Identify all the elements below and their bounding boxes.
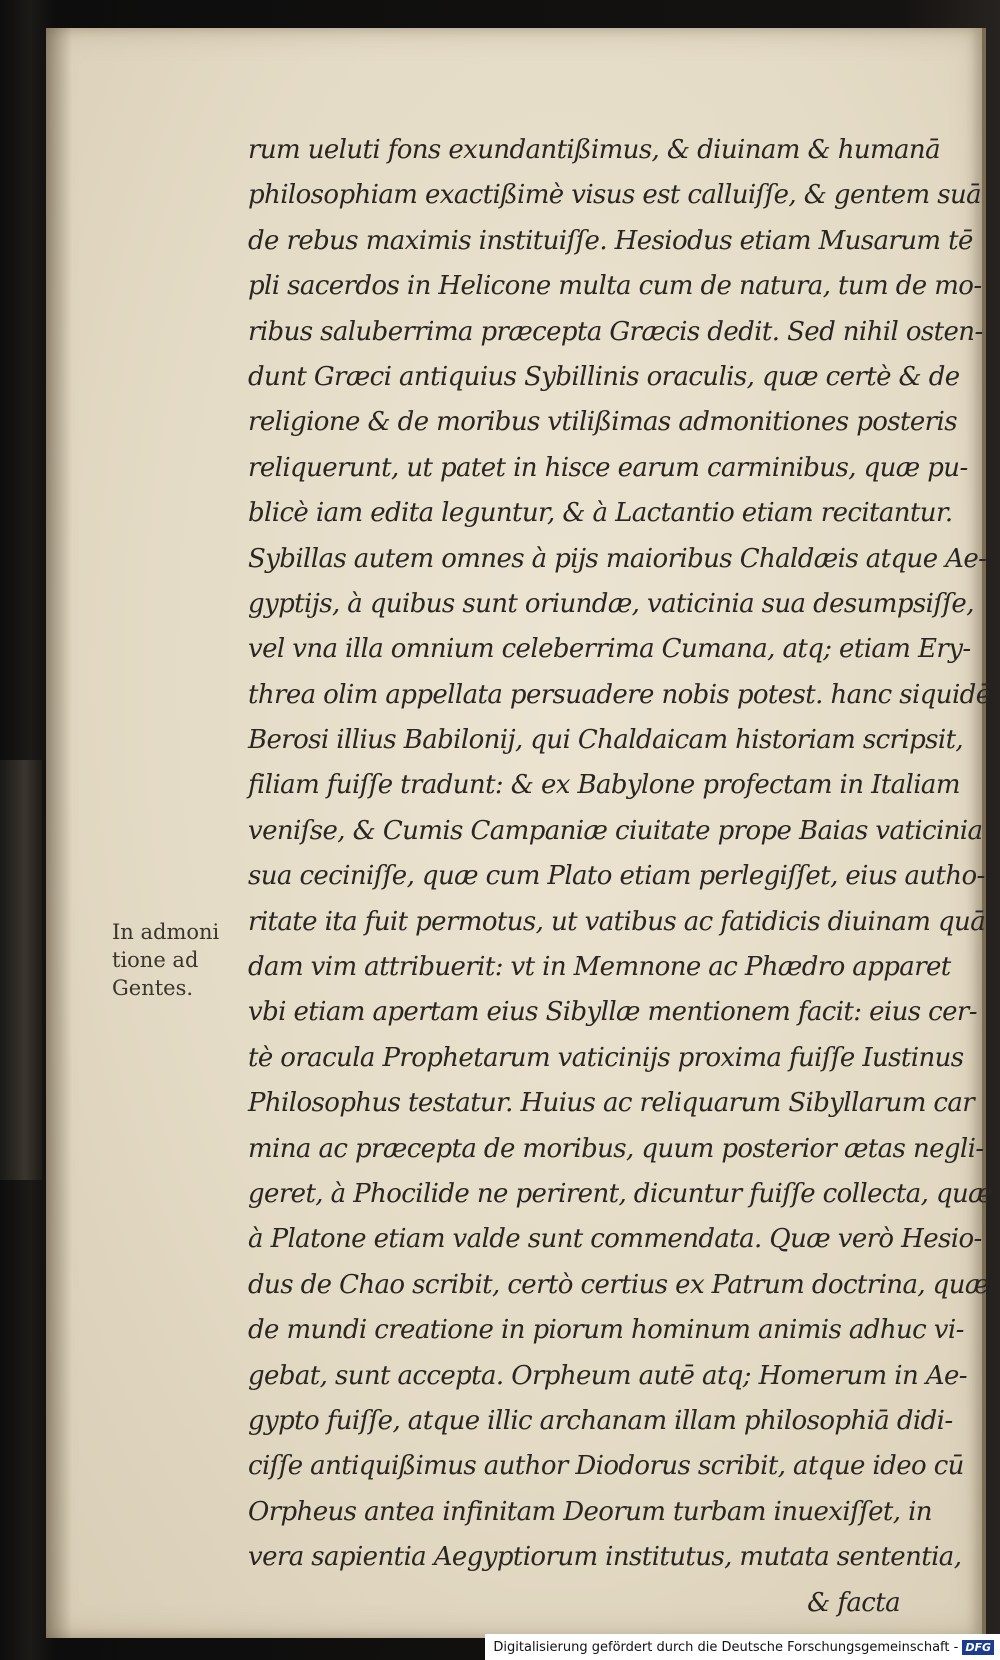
dfg-logo-icon: DFG bbox=[962, 1640, 994, 1655]
marginal-note-line: In admoni bbox=[112, 920, 220, 944]
text-line: religione & de moribus vtilißimas admonitiones posteris bbox=[248, 407, 957, 438]
text-line: veniſse, & Cumis Campaniæ ciuitate prope Baias vaticinia bbox=[248, 815, 983, 846]
digitization-footer bbox=[485, 1634, 1000, 1660]
text-line: à Platone etiam valde sunt commendata. Quæ verò Hesio- bbox=[248, 1224, 982, 1255]
marginal-note-line: Gentes. bbox=[112, 976, 194, 1000]
text-line: Berosi illius Babilonij, qui Chaldaicam historiam scripsit, bbox=[248, 725, 964, 756]
text-line: pli sacerdos in Helicone multa cum de natura, tum de mo- bbox=[248, 271, 982, 302]
text-line: dus de Chao scribit, certò certius ex Patrum doctrina, quæ bbox=[248, 1269, 989, 1300]
book-edge bbox=[0, 760, 42, 1180]
text-line: gebat, sunt accepta. Orpheum autē atq; Homerum in Ae- bbox=[248, 1360, 967, 1391]
text-line: blicè iam edita leguntur, & à Lactantio etiam recitantur. bbox=[248, 498, 953, 529]
text-line: vera sapientia Aegyptiorum institutus, mutata sententia, bbox=[248, 1542, 962, 1573]
text-line: mina ac præcepta de moribus, quum posterior ætas negli- bbox=[248, 1133, 984, 1164]
text-line: geret, à Phocilide ne perirent, dicuntur fuiſſe collecta, quæ bbox=[248, 1178, 992, 1209]
text-line: gypto fuiſſe, atque illic archanam illam philosophiā didi- bbox=[248, 1405, 953, 1436]
text-line: philosophiam exactißimè visus est calluiſſe, & gentem suā bbox=[248, 180, 982, 211]
body-text bbox=[248, 128, 992, 1626]
text-line: vbi etiam apertam eius Sibyllæ mentionem facit: eius cer- bbox=[248, 997, 977, 1028]
text-line: gyptijs, à quibus sunt oriundæ, vaticinia sua desumpsiſſe, bbox=[248, 588, 974, 619]
text-line: rum ueluti fons exundantißimus, & diuinam & humanā bbox=[248, 135, 940, 165]
text-line: tè oracula Prophetarum vaticinijs proxima fuiſſe Iustinus bbox=[248, 1042, 964, 1073]
catchword: & facta bbox=[807, 1587, 900, 1618]
text-line: filiam fuiſſe tradunt: & ex Babylone profectam in Italiam bbox=[248, 770, 960, 801]
marginal-note bbox=[112, 918, 236, 1002]
footer-credit: Digitalisierung gefördert durch die Deutsche Forschungsgemeinschaft - bbox=[493, 1639, 959, 1655]
text-line: de rebus maximis instituiſſe. Hesiodus etiam Musarum tē bbox=[248, 225, 973, 256]
text-line: threa olim appellata persuadere nobis potest. hanc siquidē bbox=[248, 679, 991, 710]
text-line: dunt Græci antiquius Sybillinis oraculis, quæ certè & de bbox=[248, 361, 960, 392]
text-line: Sybillas autem omnes à pijs maioribus Chaldæis atque Ae- bbox=[248, 543, 987, 574]
text-line: ribus saluberrima præcepta Græcis dedit. Sed nihil osten- bbox=[248, 316, 983, 347]
gutter-shadow bbox=[46, 28, 72, 1638]
text-line: dam vim attribuerit: vt in Memnone ac Phædro apparet bbox=[248, 952, 951, 983]
text-line: ritate ita fuit permotus, ut vatibus ac fatidicis diuinam quā bbox=[248, 906, 986, 937]
text-line: reliquerunt, ut patet in hisce earum carminibus, quæ pu- bbox=[248, 452, 968, 483]
text-line: vel vna illa omnium celeberrima Cumana, atq; etiam Ery- bbox=[248, 634, 971, 665]
text-line: de mundi creatione in piorum hominum animis adhuc vi- bbox=[248, 1315, 964, 1346]
marginal-note-line: tione ad bbox=[112, 948, 199, 972]
text-line: Philosophus testatur. Huius ac reliquarum Sibyllarum car bbox=[248, 1088, 975, 1119]
text-line: sua ceciniſſe, quæ cum Plato etiam perlegiſſet, eius autho- bbox=[248, 861, 985, 892]
text-line: Orpheus antea infinitam Deorum turbam inuexiſſet, in bbox=[248, 1496, 932, 1527]
text-line: ciſſe antiquißimus author Diodorus scribit, atque ideo cū bbox=[248, 1451, 964, 1482]
